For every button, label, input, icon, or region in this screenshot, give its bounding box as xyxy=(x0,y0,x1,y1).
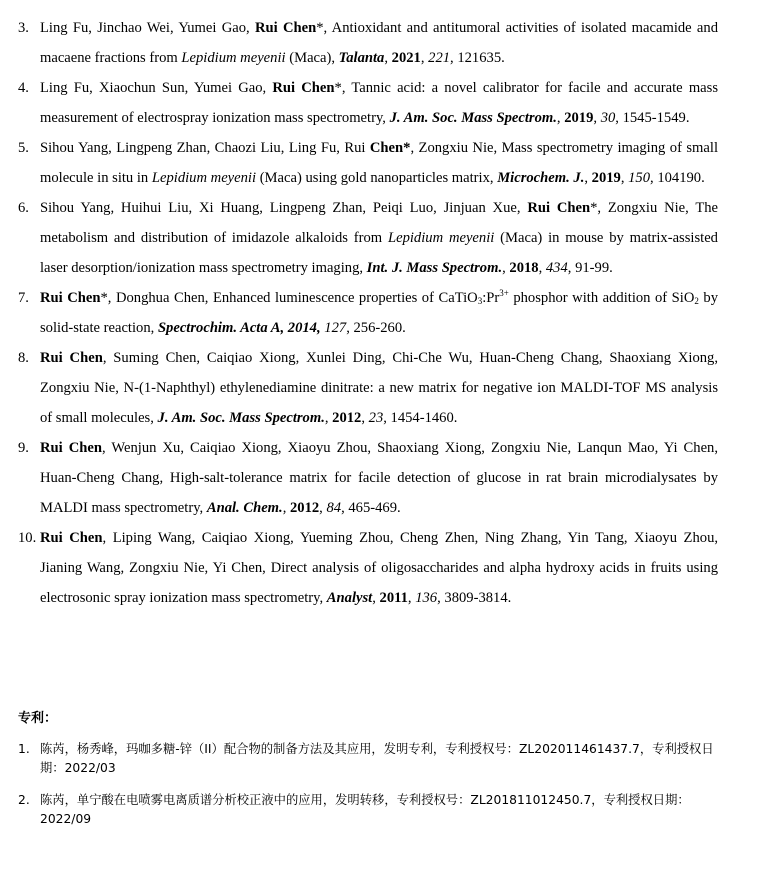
reference-text-segment: , Zongxiu Nie, Mass spectrometry imaging of small molecule in situ in xyxy=(40,140,718,186)
reference-item xyxy=(0,193,718,283)
reference-text-segment: Rui Chen xyxy=(40,290,101,306)
reference-text-segment: , xyxy=(319,500,327,516)
reference-item xyxy=(0,523,718,613)
reference-text-segment: (Maca) in mouse by matrix-assisted laser desorption/ionization mass spectrometry imaging, xyxy=(40,230,718,276)
reference-number: 7. xyxy=(18,290,29,306)
reference-item xyxy=(0,433,718,523)
reference-text-segment: by solid-state reaction, xyxy=(40,290,718,336)
reference-text-segment: Sihou Yang, Huihui Liu, Xi Huang, Lingpeng Zhan, Peiqi Luo, Jinjuan Xue, xyxy=(40,200,528,216)
reference-text-segment: Chen* xyxy=(369,140,411,156)
patent-number: 1. xyxy=(18,742,30,756)
reference-text-segment: Rui Chen xyxy=(272,80,335,96)
reference-text-segment: , xyxy=(372,590,380,606)
reference-text-segment: 30 xyxy=(600,110,616,126)
reference-text-segment: Lepidium meyenii xyxy=(151,170,257,186)
reference-text-segment: , 91-99. xyxy=(567,260,613,276)
reference-text-segment: Spectrochim. Acta A, 2014, xyxy=(157,320,321,336)
reference-text-segment: 2021 xyxy=(391,50,421,66)
reference-text-segment: 3+ xyxy=(499,288,509,298)
reference-text-segment: Rui Chen xyxy=(40,440,102,456)
reference-text-segment: 2012 xyxy=(289,500,320,516)
reference-text-segment: , 256-260. xyxy=(346,320,406,336)
reference-text-segment: Microchem. J. xyxy=(497,170,585,186)
reference-list xyxy=(0,13,718,613)
patent-text: 陈芮，杨秀峰，玛咖多糖-锌（II）配合物的制备方法及其应用，发明专利，专利授权号：ZL202011461437.7，专利授权日期：2022/03 xyxy=(40,742,714,775)
reference-text-segment: J. Am. Soc. Mass Spectrom. xyxy=(157,410,325,426)
reference-text-segment: , 1454-1460. xyxy=(383,410,458,426)
reference-number: 4. xyxy=(18,80,29,96)
reference-text-segment: 3 xyxy=(477,296,483,306)
reference-item xyxy=(0,133,718,193)
reference-text-segment: *, Tannic acid: a novel calibrator for facile and accurate mass measurement of electrospray ionization mass spectrometry, xyxy=(40,80,719,126)
reference-number: 8. xyxy=(18,350,29,366)
reference-text-segment: Rui Chen xyxy=(254,20,317,36)
reference-text-segment: , Suming Chen, Caiqiao Xiong, Xunlei Ding, Chi-Che Wu, Huan-Cheng Chang, Shaoxiang Xiong, Zongxiu Nie, N-(1-Naphthyl) ethylenediamine dinitrate: a new matrix for negative ion MALDI-TOF MS analysis of small molecules, xyxy=(40,350,718,426)
reference-text-segment: Lepidium meyenii xyxy=(181,50,286,66)
reference-text-segment: , 104190. xyxy=(650,170,705,186)
reference-text-segment: 127 xyxy=(324,320,347,336)
reference-text-segment: , 1545-1549. xyxy=(615,110,690,126)
reference-text-segment: , xyxy=(384,50,392,66)
reference-text-segment: , Wenjun Xu, Caiqiao Xiong, Xiaoyu Zhou, Shaoxiang Xiong, Zongxiu Nie, Lanqun Mao, Yi Chen, Huan-Cheng Chang, High-salt-tolerance matrix for facile detection of glucose in rat brain microdialysates by MALDI mass spectrometry, xyxy=(40,440,718,516)
reference-text-segment: Lepidium meyenii xyxy=(387,230,495,246)
reference-item xyxy=(0,13,718,73)
reference-number: 10. xyxy=(18,530,37,546)
reference-number: 6. xyxy=(18,200,29,216)
reference-text-segment: J. Am. Soc. Mass Spectrom. xyxy=(389,110,557,126)
reference-text-segment: , xyxy=(324,410,333,426)
reference-text-segment: Ling Fu, Jinchao Wei, Yumei Gao, xyxy=(40,20,255,36)
reference-text-segment: 23 xyxy=(368,410,384,426)
reference-text-segment: , Liping Wang, Caiqiao Xiong, Yueming Zhou, Cheng Zhen, Ning Zhang, Yin Tang, Xiaoyu Zhou, Jianing Wang, Zongxiu Nie, Yi Chen, Direct analysis of oligosaccharides and alpha hydroxy acids in fruits using electrosonic spray ionization mass spectrometry, xyxy=(40,530,719,606)
reference-text-segment: (Maca), xyxy=(285,50,339,66)
reference-text-segment: , 121635. xyxy=(450,50,505,66)
patents-heading: 专利： xyxy=(18,711,58,726)
reference-text-segment: , xyxy=(584,170,592,186)
reference-text-segment: 84 xyxy=(326,500,342,516)
reference-text-segment: , xyxy=(620,170,629,186)
patent-item xyxy=(0,740,718,778)
reference-text-segment: 2011 xyxy=(379,590,408,606)
reference-text-segment: phosphor with addition of SiO xyxy=(508,290,695,306)
reference-text-segment: , xyxy=(361,410,369,426)
reference-text-segment: , xyxy=(502,260,510,276)
reference-text-segment: *, Zongxiu Nie, The metabolism and distribution of imidazole alkaloids from xyxy=(40,200,719,246)
reference-text-segment: Int. J. Mass Spectrom. xyxy=(366,260,503,276)
reference-text-segment: 2 xyxy=(694,296,699,306)
reference-text-segment: Rui Chen xyxy=(527,200,591,216)
reference-number: 9. xyxy=(18,440,29,456)
patent-number: 2. xyxy=(18,793,30,807)
reference-text-segment: , xyxy=(407,590,416,606)
reference-number: 3. xyxy=(18,20,29,36)
reference-text-segment: Sihou Yang, Lingpeng Zhan, Chaozi Liu, Ling Fu, Rui xyxy=(40,140,370,156)
patent-item xyxy=(0,791,718,829)
reference-number: 5. xyxy=(18,140,29,156)
reference-text-segment: 150 xyxy=(628,170,651,186)
reference-text-segment: 2019 xyxy=(564,110,594,126)
reference-text-segment: 136 xyxy=(415,590,438,606)
reference-text-segment: 2012 xyxy=(332,410,362,426)
reference-text-segment: :Pr xyxy=(482,290,500,306)
reference-text-segment: , 3809-3814. xyxy=(437,590,512,606)
reference-item xyxy=(0,73,718,133)
reference-item xyxy=(0,343,718,433)
reference-text-segment: , 465-469. xyxy=(341,500,401,516)
reference-text-segment: (Maca) using gold nanoparticles matrix, xyxy=(256,170,498,186)
reference-text-segment: *, Donghua Chen, Enhanced luminescence properties of CaTiO xyxy=(100,290,478,306)
reference-text-segment: Rui Chen xyxy=(40,350,103,366)
reference-text-segment: , xyxy=(282,500,290,516)
reference-text-segment: 221 xyxy=(428,50,451,66)
reference-text-segment: Talanta xyxy=(338,50,385,66)
reference-text-segment: *, Antioxidant and antitumoral activities of isolated macamide and macaene fractions from xyxy=(40,20,719,66)
patent-text: 陈芮，单宁酸在电喷雾电离质谱分析校正液中的应用，发明转移，专利授权号：ZL201811012450.7，专利授权日期：2022/09 xyxy=(40,793,690,826)
reference-item xyxy=(0,283,718,343)
reference-text-segment: 2019 xyxy=(591,170,621,186)
reference-text-segment: , xyxy=(420,50,429,66)
reference-text-segment: Anal. Chem. xyxy=(206,500,283,516)
reference-text-segment: Rui Chen xyxy=(40,530,103,546)
reference-text-segment: , xyxy=(593,110,601,126)
reference-text-segment: , xyxy=(538,260,546,276)
reference-text-segment: , xyxy=(556,110,565,126)
reference-text-segment: 434 xyxy=(545,260,568,276)
reference-text-segment: 2018 xyxy=(509,260,539,276)
reference-text-segment: Ling Fu, Xiaochun Sun, Yumei Gao, xyxy=(40,80,273,96)
reference-text-segment: Analyst xyxy=(326,590,373,606)
